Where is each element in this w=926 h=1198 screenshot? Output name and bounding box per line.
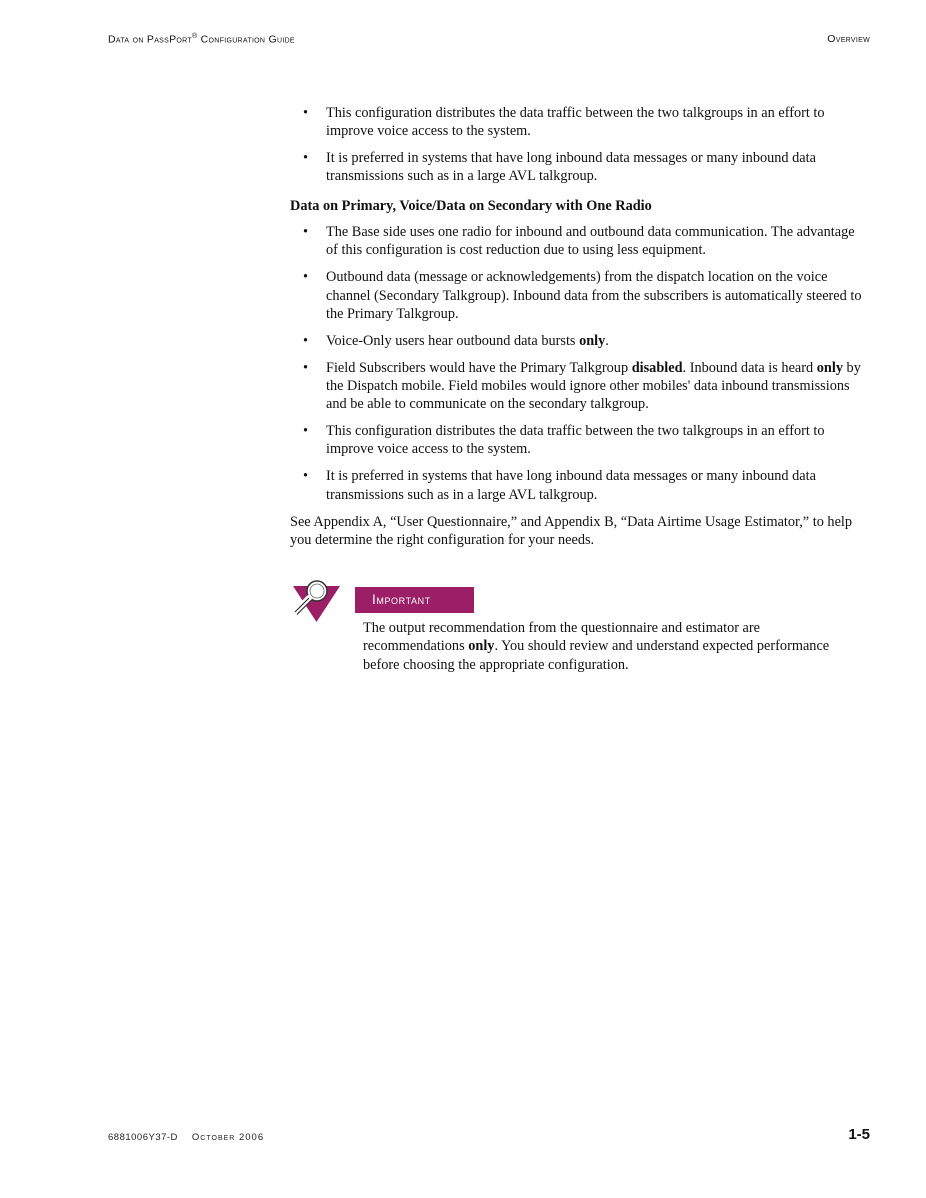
main-content [290,104,870,549]
bullet-list-1 [290,104,870,186]
magnifier-warning-icon [290,578,342,624]
footer-doc-info [108,1132,264,1143]
running-header-title: Data on PassPort® Configuration Guide [108,33,295,46]
list-item: • Field Subscribers would have the Primary Talkgroup disabled. Inbound data is heard only by the Dispatch mobile. Field mobiles would ignore other mobiles' data inbound transmissions and be able to communicate on the secondary talkgroup. [290,359,870,414]
list-item: • Voice-Only users hear outbound data bursts only. [290,332,870,350]
bullet-list-2 [290,223,870,504]
page-number: 1-5 [848,1126,870,1143]
important-label: Important [355,587,474,613]
important-text: The output recommendation from the questionnaire and estimator are recommendations only. You should review and understand expected performance before choosing the appropriate configuration. [363,620,830,673]
important-callout [290,578,870,698]
list-item: • This configuration distributes the data traffic between the two talkgroups in an effort to improve voice access to the system. [290,422,870,459]
list-item: • Outbound data (message or acknowledgements) from the dispatch location on the voice channel (Secondary Talkgroup). Inbound data from the subscribers is automatically steered to the Primary Talkgroup. [290,268,870,323]
running-header-section: Overview [827,33,870,45]
section-heading: Data on Primary, Voice/Data on Secondary with One Radio [290,197,652,214]
list-item: • It is preferred in systems that have long inbound data messages or many inbound data transmissions such as in a large AVL talkgroup. [290,467,870,504]
see-also-paragraph: See Appendix A, “User Questionnaire,” and Appendix B, “Data Airtime Usage Estimator,” to help you determine the right configuration for your needs. [290,513,853,548]
list-item: • The Base side uses one radio for inbound and outbound data communication. The advantage of this configuration is cost reduction due to using less equipment. [290,223,870,260]
list-item: • It is preferred in systems that have long inbound data messages or many inbound data transmissions such as in a large AVL talkgroup. [290,149,870,186]
doc-number: 6881006Y37-D [108,1132,178,1143]
doc-date: October 2006 [191,1132,265,1143]
list-item: • This configuration distributes the data traffic between the two talkgroups in an effort to improve voice access to the system. [290,104,870,141]
